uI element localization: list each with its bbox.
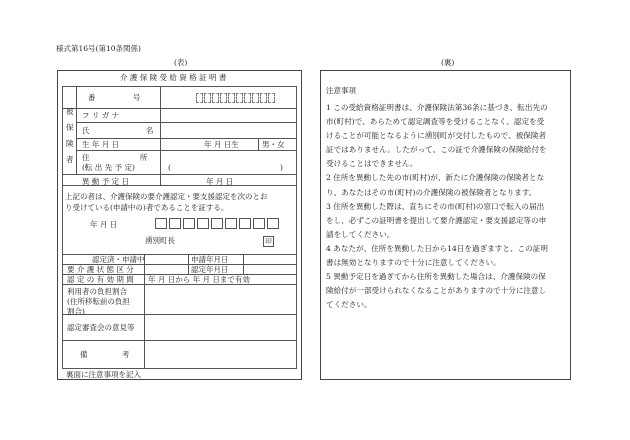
mayor-name: 湧別町長 bbox=[145, 236, 175, 245]
notes-line: 請をしてください。 bbox=[326, 229, 395, 239]
cert-date-label: 認定年月日 bbox=[191, 265, 229, 274]
notes-title: 注意事項 bbox=[326, 86, 356, 95]
validity-label: 認 定 の 有 効 期 間 bbox=[67, 275, 134, 284]
insured-char: 者 bbox=[66, 155, 74, 164]
insured-number-cells[interactable] bbox=[196, 91, 276, 105]
front-label: (表) bbox=[174, 58, 188, 67]
address-paren-open: ( bbox=[168, 163, 171, 172]
validity-value: 年 月 日から 年 月 日まで有効 bbox=[148, 275, 250, 284]
seal-mark: 印 bbox=[263, 236, 274, 247]
notes-line: 市(町村)で、あらためて認定調査等を受けることなく、認定を受 bbox=[326, 117, 545, 127]
certify-text-line1: 上記の者は、介護保険の要介護認定・要支援認定を次のとお bbox=[65, 192, 268, 201]
number-label: 番 号 bbox=[88, 93, 141, 102]
burden-label-3: 割合) bbox=[67, 307, 85, 316]
committee-label: 認定審査会の意見等 bbox=[67, 323, 135, 332]
front-footer: 裏面に注意事項を記入 bbox=[66, 370, 141, 379]
notes-line: 受けることはできません。 bbox=[326, 159, 418, 169]
name-label: 氏 名 bbox=[82, 126, 154, 135]
notes-line: 証ではありません。したがって、この証で介護保険の保険給付を bbox=[326, 145, 547, 155]
notes-line: 1 この受給資格証明書は、介護保険法第36条に基づき、転出先の bbox=[326, 103, 548, 112]
insured-label bbox=[66, 104, 74, 168]
address-label: 住 所 bbox=[82, 153, 148, 162]
notes-line: けることが可能となるように湧別町が交付したもので、被保険者 bbox=[326, 131, 547, 141]
burden-label-1: 利用者の負担割合 bbox=[67, 287, 127, 296]
notes-line: 険給付が一部受けられなくなることがありますので十分に注意し bbox=[326, 286, 547, 296]
notes-line: 5 異動予定日を過ぎてから住所を異動した場合は、介護保険の保 bbox=[326, 272, 546, 282]
burden-label-2: (住所移転前の負担 bbox=[67, 297, 130, 306]
move-date-value: 年 月 日 bbox=[206, 177, 234, 186]
address-paren-close: ) bbox=[280, 163, 283, 172]
notes-line: り、あなたはその市(町村)の介護保険の被保険者となります。 bbox=[326, 187, 537, 197]
apply-date-label: 申請年月日 bbox=[191, 255, 229, 264]
cert-status-label: 認定済・申請中 bbox=[92, 255, 145, 264]
front-title: 介 護 保 険 受 給 資 格 証 明 書 bbox=[120, 73, 227, 82]
move-date-label: 異 動 予 定 日 bbox=[82, 177, 130, 186]
notes-line: 3 住所を異動した際は、直ちにその市(町村)の窓口で転入の届出 bbox=[326, 201, 545, 211]
care-level-label: 要 介 護 状 態 区 分 bbox=[67, 265, 134, 274]
address-sub-label: (転 出 先 予 定) bbox=[82, 163, 135, 172]
certify-date-cells[interactable] bbox=[155, 218, 280, 230]
birth-value: 年 月 日生 bbox=[204, 140, 239, 149]
notes-line: てください。 bbox=[326, 300, 372, 310]
insured-char: 保 bbox=[66, 123, 74, 132]
insured-char: 険 bbox=[66, 139, 74, 148]
notes-body bbox=[326, 101, 568, 312]
back-label: (裏) bbox=[441, 58, 455, 67]
remarks-label: 備 考 bbox=[80, 350, 130, 359]
notes-line: 4 あなたが、住所を異動した日から14日を過ぎますと、この証明 bbox=[326, 243, 548, 253]
furigana-label: フ リ ガ ナ bbox=[82, 111, 120, 120]
birth-label: 生 年 月 日 bbox=[82, 140, 120, 149]
insured-char: 被 bbox=[66, 107, 74, 116]
certify-date: 年 月 日 bbox=[90, 220, 118, 229]
notes-line: をし、必ずこの証明書を提出して要介護認定・要支援認定等の申 bbox=[326, 215, 547, 225]
notes-line: 書は無効となりますので十分に注意してください。 bbox=[326, 258, 501, 268]
notes-line: 2 住所を異動した先の市(町村)が、新たに介護保険の保険者とな bbox=[326, 173, 545, 183]
certify-text-line2: り受けている(申請中の)者であることを証する。 bbox=[65, 203, 229, 212]
sex-value: 男・女 bbox=[262, 140, 285, 149]
form-number: 様式第16号(第10条関係) bbox=[56, 44, 141, 53]
